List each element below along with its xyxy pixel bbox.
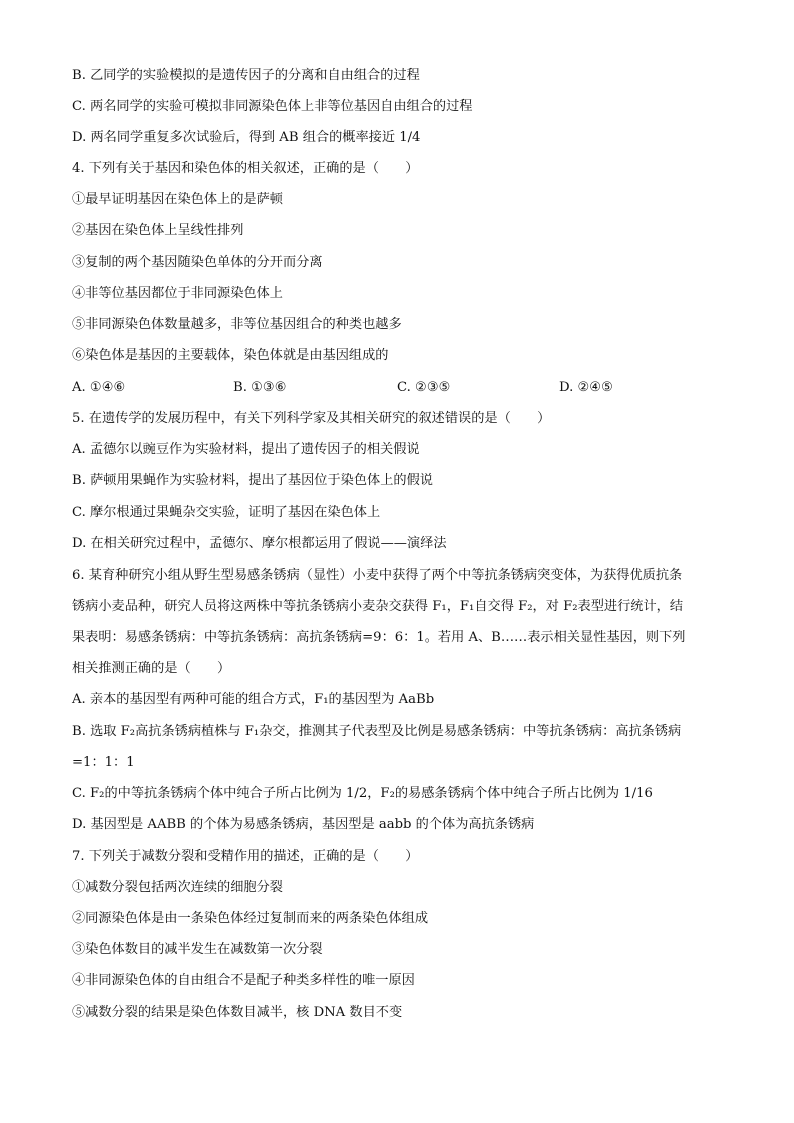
q3-option-b: B. 乙同学的实验模拟的是遗传因子的分离和自由组合的过程 — [72, 68, 420, 83]
q7-statement-2: ②同源染色体是由一条染色体经过复制而来的两条染色体组成 — [72, 911, 429, 926]
q6-option-c: C. F₂的中等抗条锈病个体中纯合子所占比例为 1/2，F₂的易感条锈病个体中纯合子所占比例为 1/16 — [72, 786, 653, 801]
q4-statement-6: ⑥染色体是基因的主要载体，染色体就是由基因组成的 — [72, 348, 389, 363]
q7-statement-5: ⑤减数分裂的结果是染色体数目减半，核 DNA 数目不变 — [72, 1005, 403, 1020]
q4-option-a: A. ①④⑥ — [72, 380, 126, 395]
q6-option-d: D. 基因型是 AABB 的个体为易感条锈病，基因型是 aabb 的个体为高抗条锈病 — [72, 817, 535, 832]
q5-option-c: C. 摩尔根通过果蝇杂交实验，证明了基因在染色体上 — [72, 505, 381, 520]
q6-stem-line-1: 6. 某育种研究小组从野生型易感条锈病（显性）小麦中获得了两个中等抗条锈病突变体，为获得优质抗条 — [72, 568, 683, 583]
q4-statement-2: ②基因在染色体上呈线性排列 — [72, 223, 244, 238]
q5-option-d: D. 在相关研究过程中，孟德尔、摩尔根都运用了假说——演绎法 — [72, 536, 447, 551]
q7-statement-1: ①减数分裂包括两次连续的细胞分裂 — [72, 880, 283, 895]
q6-option-a: A. 亲本的基因型有两种可能的组合方式，F₁的基因型为 AaBb — [72, 692, 435, 707]
q4-statement-5: ⑤非同源染色体数量越多，非等位基因组合的种类也越多 — [72, 317, 402, 332]
q6-stem-line-4: 相关推测正确的是（ ） — [72, 661, 231, 676]
q4-statement-4: ④非等位基因都位于非同源染色体上 — [72, 286, 283, 301]
q4-option-d: D. ②④⑤ — [559, 380, 613, 395]
q6-option-b-line-2: =1：1：1 — [72, 755, 135, 770]
q4-stem: 4. 下列有关于基因和染色体的相关叙述，正确的是（ ） — [72, 161, 419, 176]
q5-stem: 5. 在遗传学的发展历程中，有关下列科学家及其相关研究的叙述错误的是（ ） — [72, 411, 551, 426]
q4-statement-1: ①最早证明基因在染色体上的是萨顿 — [72, 192, 283, 207]
q4-statement-3: ③复制的两个基因随染色单体的分开而分离 — [72, 255, 323, 270]
q5-option-b: B. 萨顿用果蝇作为实验材料，提出了基因位于染色体上的假说 — [72, 473, 433, 488]
q6-option-b-line-1: B. 选取 F₂高抗条锈病植株与 F₁杂交，推测其子代表型及比例是易感条锈病：中等抗条锈病：高抗条锈病 — [72, 724, 682, 739]
q7-statement-3: ③染色体数目的减半发生在减数第一次分裂 — [72, 942, 323, 957]
q6-stem-line-2: 锈病小麦品种，研究人员将这两株中等抗条锈病小麦杂交获得 F₁，F₁自交得 F₂，对 F₂表型进行统计，结 — [72, 599, 684, 614]
q3-option-d: D. 两名同学重复多次试验后，得到 AB 组合的概率接近 1/4 — [72, 130, 421, 145]
q4-options — [72, 379, 732, 397]
q4-option-c: C. ②③⑤ — [397, 380, 451, 395]
q6-stem-line-3: 果表明：易感条锈病：中等抗条锈病：高抗条锈病=9：6：1。若用 A、B……表示相关显性基因，则下列 — [72, 630, 686, 645]
q4-option-b: B. ①③⑥ — [233, 380, 287, 395]
q7-statement-4: ④非同源染色体的自由组合不是配子种类多样性的唯一原因 — [72, 973, 415, 988]
q3-option-c: C. 两名同学的实验可模拟非同源染色体上非等位基因自由组合的过程 — [72, 99, 473, 114]
q7-stem: 7. 下列关于减数分裂和受精作用的描述，正确的是（ ） — [72, 849, 419, 864]
q5-option-a: A. 孟德尔以豌豆作为实验材料，提出了遗传因子的相关假说 — [72, 442, 420, 457]
